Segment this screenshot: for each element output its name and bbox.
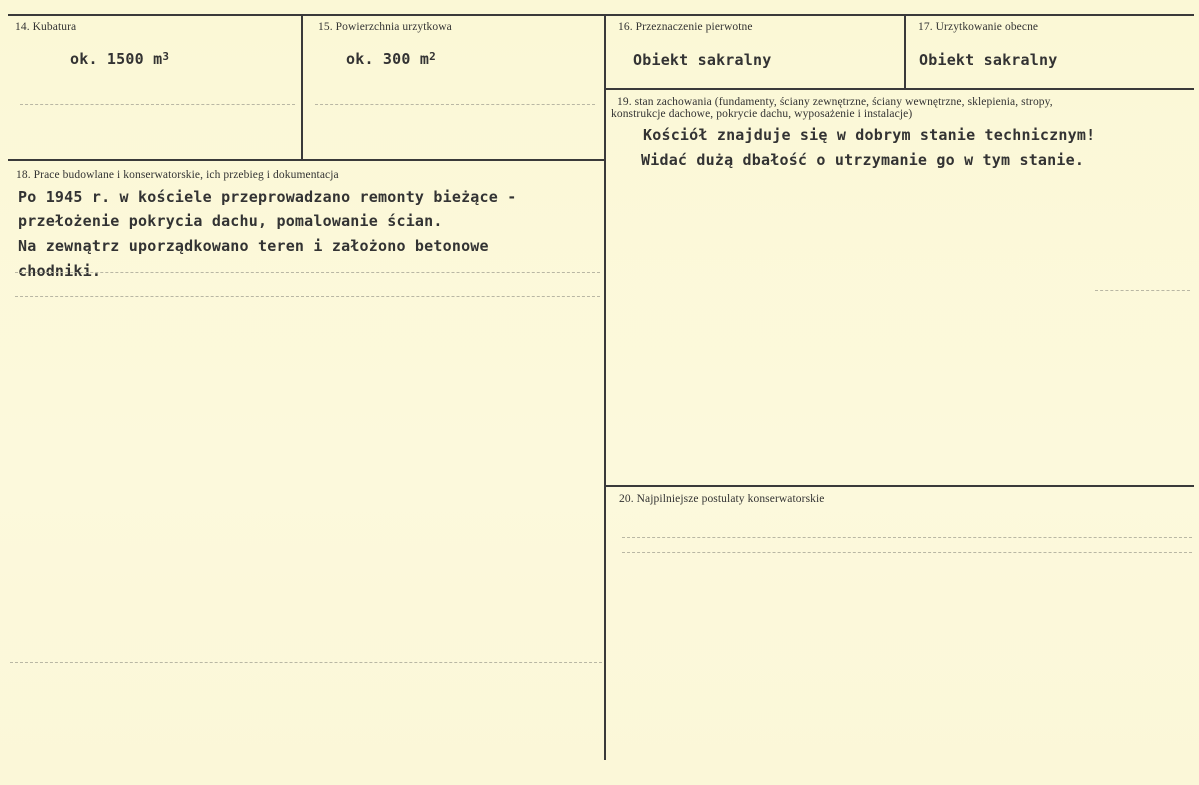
- field-18-line-4: chodniki.: [18, 262, 102, 280]
- field-15-value-text: ok. 300 m: [346, 50, 430, 68]
- rule-under-16-17: [604, 88, 1194, 90]
- field-18-label: 18. Prace budowlane i konserwatorskie, ich przebieg i dokumentacja: [16, 169, 339, 181]
- field-18-dotted-line-1: [15, 272, 600, 273]
- field-16-label: 16. Przeznaczenie pierwotne: [618, 21, 753, 33]
- field-20-dotted-line-1: [622, 537, 1192, 538]
- field-15-dotted-line: [315, 104, 595, 105]
- field-20-label: 20. Najpilniejsze postulaty konserwatorskie: [619, 493, 825, 505]
- field-18-dotted-line-2: [15, 296, 600, 297]
- field-18-dotted-line-3: [10, 662, 602, 663]
- rule-under-19: [604, 485, 1194, 487]
- field-18-line-1: Po 1945 r. w kościele przeprowadzano remonty bieżące -: [18, 188, 517, 206]
- field-19-label-line-2: konstrukcje dachowe, pokrycie dachu, wyposażenie i instalacje): [611, 108, 913, 120]
- field-18-line-2: przełożenie pokrycia dachu, pomalowanie ścian.: [18, 212, 443, 230]
- field-19-label-line-1: 19. stan zachowania (fundamenty, ściany zewnętrzne, ściany wewnętrzne, sklepienia, stropy,: [617, 96, 1053, 108]
- field-20-dotted-line-2: [622, 552, 1192, 553]
- field-17-value: Obiekt sakralny: [919, 51, 1058, 69]
- field-18-line-3: Na zewnątrz uporządkowano teren i założono betonowe: [18, 237, 489, 255]
- field-15-label: 15. Powierzchnia urzytkowa: [318, 21, 452, 33]
- field-19-line-2: Widać dużą dbałość o utrzymanie go w tym stanie.: [641, 151, 1085, 169]
- field-14-value: [70, 50, 169, 68]
- field-19-line-1: Kościół znajduje się w dobrym stanie technicznym!: [643, 126, 1096, 144]
- field-19-dotted-line: [1095, 290, 1190, 291]
- field-14-dotted-line: [20, 104, 295, 105]
- field-14-label: 14. Kubatura: [15, 21, 77, 33]
- field-15-exponent: 2: [429, 50, 436, 63]
- field-14-value-text: ok. 1500 m: [70, 50, 163, 68]
- field-17-label: 17. Urzytkowanie obecne: [918, 21, 1039, 33]
- main-column-divider: [604, 14, 606, 760]
- top-rule: [8, 14, 1194, 16]
- field-15-value: [346, 50, 436, 68]
- field-16-value: Obiekt sakralny: [633, 51, 772, 69]
- divider-14-15: [301, 14, 303, 160]
- divider-16-17: [904, 14, 906, 89]
- rule-under-14-15: [8, 159, 605, 161]
- field-14-exponent: 3: [162, 50, 170, 63]
